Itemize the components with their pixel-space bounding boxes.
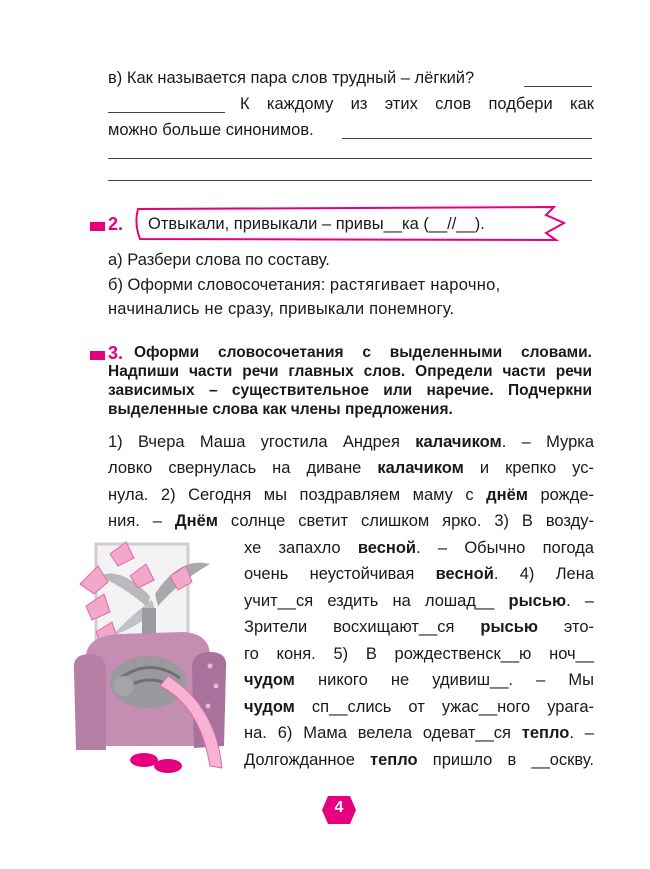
- answer-line[interactable]: [342, 138, 592, 139]
- task3-text-line: чудом сп__слись от ужас__ного урага-: [244, 698, 594, 716]
- task-banner-text: Отвыкали, привыкали – привы__ка (__//__).: [148, 215, 485, 233]
- answer-line[interactable]: [108, 180, 592, 181]
- task3-text-line: Зрители восхищают__ся рысью это-: [244, 618, 594, 636]
- task3-text-line: го коня. 5) В рождественск__ю ноч__: [244, 645, 594, 663]
- task-marker: [90, 222, 105, 231]
- answer-line[interactable]: [108, 158, 592, 159]
- answer-line[interactable]: [524, 86, 592, 87]
- task3-text-line: Долгожданное тепло пришло в __оскву.: [244, 751, 594, 769]
- task3-instruction-2: Надпиши части речи главных слов. Определи части речи: [108, 363, 592, 380]
- task3-instruction-4: выделенные слова как члены предложения.: [108, 401, 453, 418]
- task-v-line2: К каждому из этих слов подбери как: [240, 95, 594, 113]
- answer-line[interactable]: [108, 112, 225, 113]
- task-marker: [90, 351, 105, 360]
- task2-b: б) Оформи словосочетания: растягивает нарочно,: [108, 276, 501, 294]
- task-number: 2.: [108, 214, 124, 234]
- task3-text-line: нула. 2) Сегодня мы поздравляем маму с днём рожде-: [108, 486, 594, 504]
- task-number: 3.: [108, 343, 124, 363]
- task-v-line3: можно больше синонимов.: [108, 121, 314, 139]
- cat-in-armchair-icon: [60, 536, 238, 786]
- task3-text-line: на. 6) Мама велела одеват__ся тепло. –: [244, 724, 594, 742]
- task3-text-line: чудом никого не удивиш__. – Мы: [244, 671, 594, 689]
- task-v-line1: в) Как называется пара слов трудный – лёгкий?: [108, 69, 475, 87]
- page-number: 4: [334, 799, 344, 816]
- task3-instruction-3: зависимых – существительное или наречие. Подчеркни: [108, 382, 592, 399]
- task3-instruction-1: Оформи словосочетания с выделенными словами.: [134, 344, 592, 361]
- task3-text-line: ловко свернулась на диване калачиком и крепко ус-: [108, 459, 594, 477]
- task3-text-line: 1) Вчера Маша угостила Андрея калачиком. – Мурка: [108, 433, 595, 451]
- task3-text-line: хе запахло весной. – Обычно погода: [244, 539, 594, 557]
- task3-text-line: ния. – Днём солнце светит слишком ярко. 3) В возду-: [108, 512, 594, 530]
- task3-text-line: учит__ся ездить на лошад__ рысью. –: [244, 592, 594, 610]
- task3-text-line: очень неустойчивая весной. 4) Лена: [244, 565, 594, 583]
- task2-b-line2: начинались не сразу, привыкали понемногу.: [108, 300, 455, 318]
- task2-a: а) Разбери слова по составу.: [108, 251, 330, 269]
